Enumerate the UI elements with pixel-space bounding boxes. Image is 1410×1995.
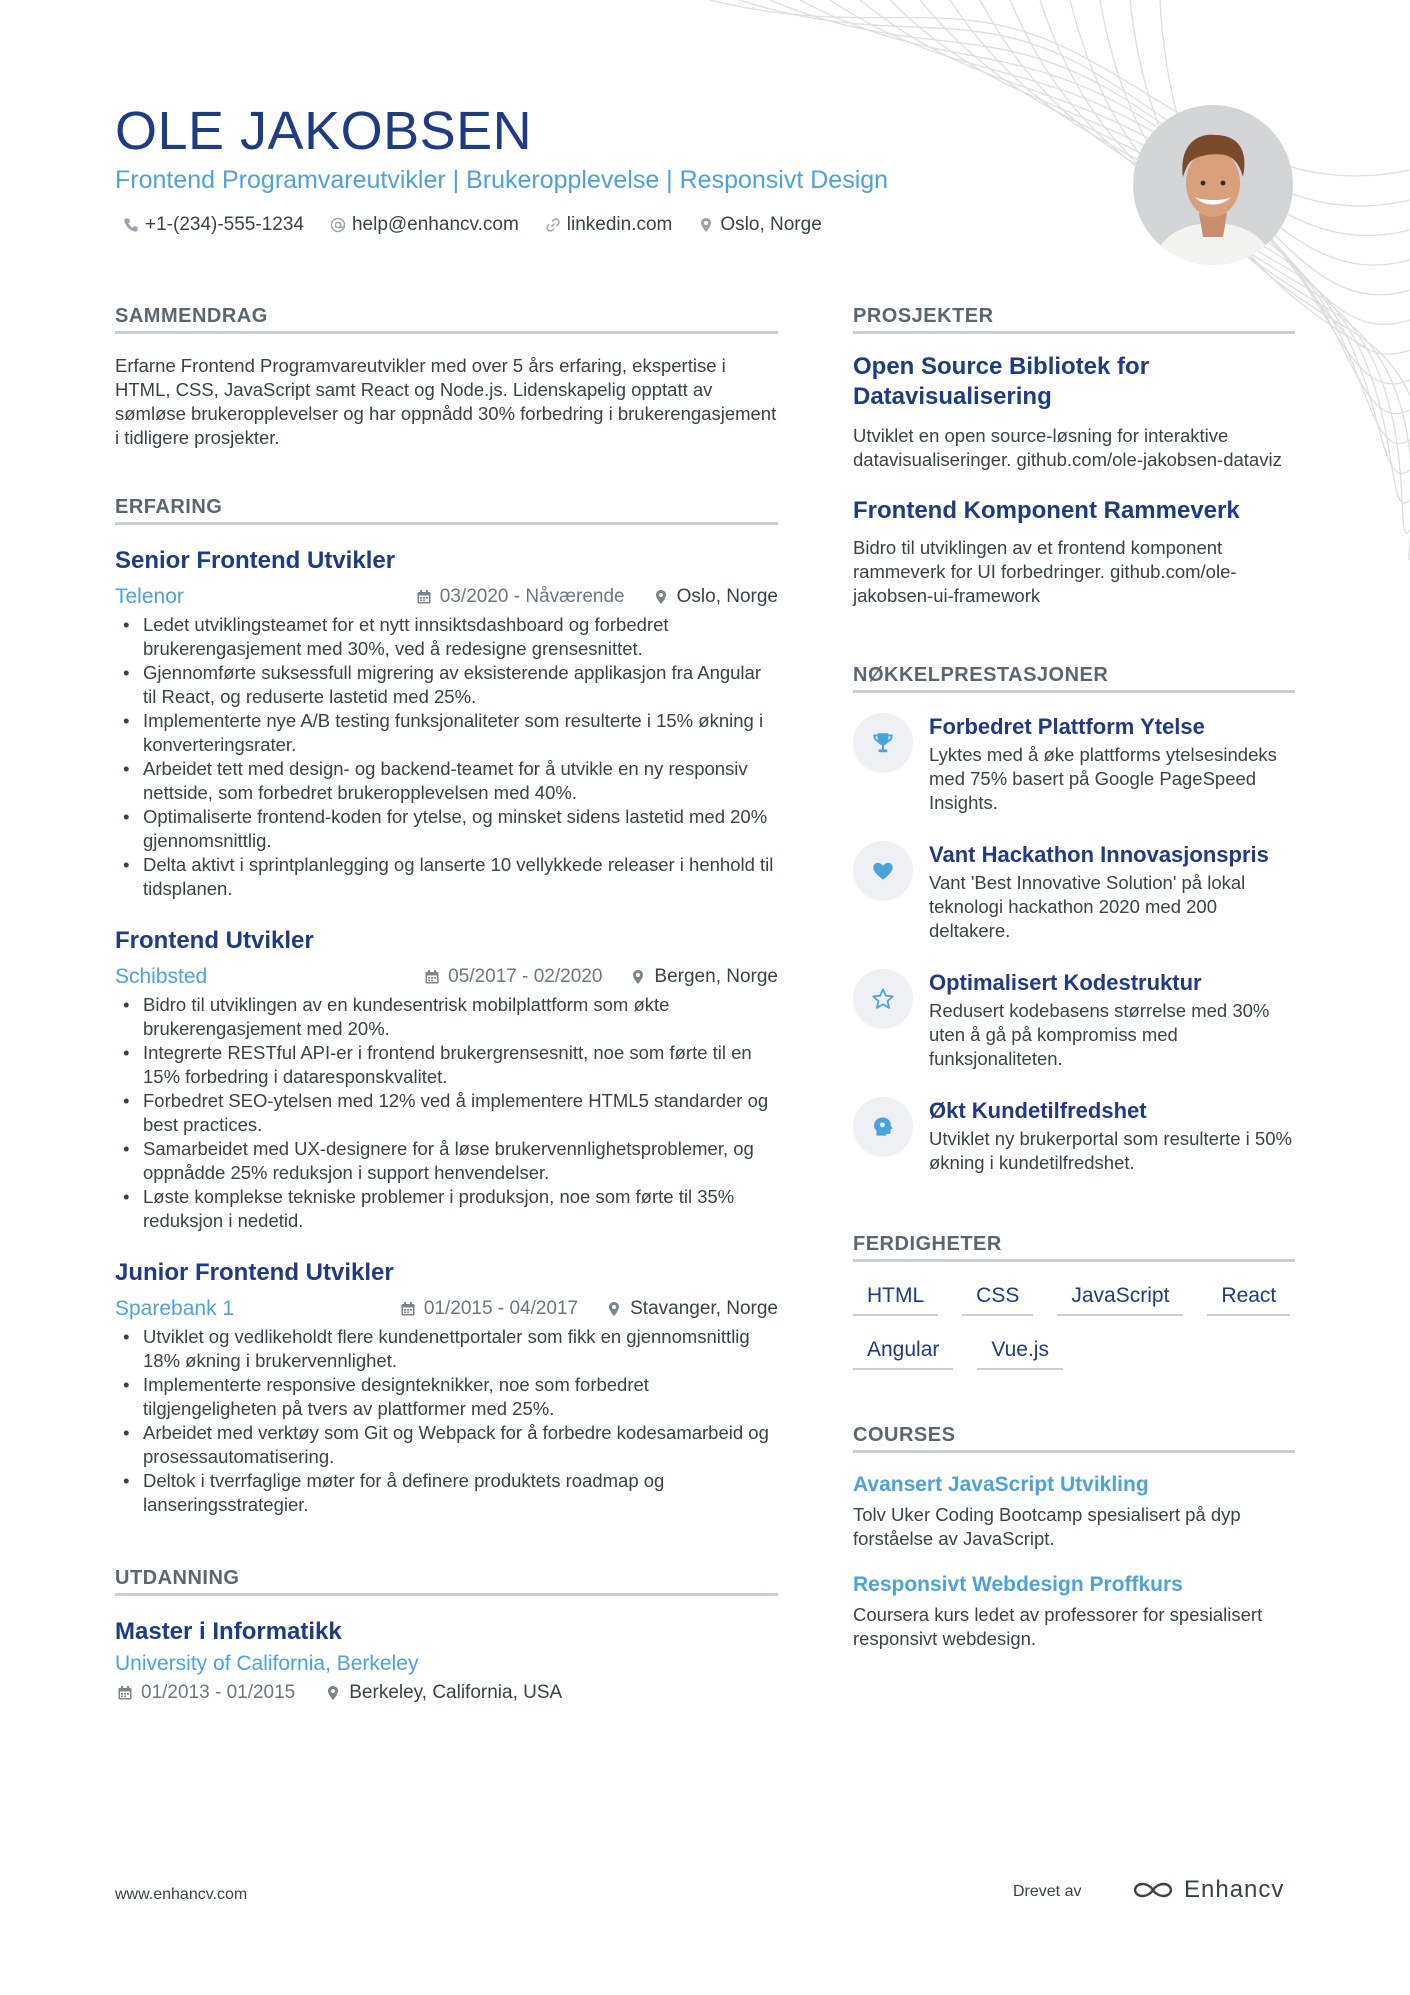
project-title: Frontend Komponent Rammeverk xyxy=(853,497,1240,524)
degree-title: Master i Informatikk xyxy=(115,1618,342,1645)
skill-tag: React xyxy=(1207,1284,1290,1316)
summary-section xyxy=(115,305,778,450)
calendar-icon xyxy=(117,1685,133,1701)
project-title: Open Source Bibliotek for Datavisualisering xyxy=(853,353,1150,410)
course-description: Tolv Uker Coding Bootcamp spesialisert på dyp forståelse av JavaScript. xyxy=(853,1504,1241,1549)
list-item: • Løste komplekse tekniske problemer i produksjon, noe som førte til 35% reduksjon i nedetid. xyxy=(115,1185,778,1233)
company-name: Telenor xyxy=(115,585,184,608)
list-item: • Integrerte RESTful API-er i frontend brukergrensesnitt, noe som førte til en 15% forbedring i dataresponskvalitet. xyxy=(115,1041,778,1089)
course-title: Responsivt Webdesign Proffkurs xyxy=(853,1573,1183,1596)
contact-phone[interactable] xyxy=(123,214,304,236)
achievement-item xyxy=(853,713,1295,815)
education-section xyxy=(115,1567,778,1704)
skill-tag: Angular xyxy=(853,1338,953,1370)
skills-list xyxy=(853,1284,1295,1370)
list-item: • Gjennomførte suksessfull migrering av eksisterende applikasjon fra Angular til React, og reduserte lastetid med 25%. xyxy=(115,661,778,709)
skills-heading: FERDIGHETER xyxy=(853,1233,1295,1262)
location-pin-icon xyxy=(698,217,714,233)
course-item xyxy=(853,1471,1295,1551)
contact-email[interactable] xyxy=(330,214,519,236)
project-description: Utviklet en open source-løsning for interaktive datavisualiseringer. github.com/ole-jakobsen-dataviz xyxy=(853,425,1282,470)
job-meta xyxy=(115,583,778,613)
calendar-icon xyxy=(416,589,432,605)
company-name: Schibsted xyxy=(115,965,208,988)
location-pin-icon xyxy=(606,1301,622,1317)
education-dates: 01/2013 - 01/2015 xyxy=(117,1682,295,1704)
candidate-name: OLE JAKOBSEN xyxy=(115,101,533,161)
job-meta xyxy=(115,963,778,993)
email-text: help@enhancv.com xyxy=(351,214,519,235)
right-column xyxy=(853,305,1295,1651)
list-item: • Implementerte nye A/B testing funksjonaliteter som resulterte i 15% økning i konverteringsrater. xyxy=(115,709,778,757)
infinity-logo-icon xyxy=(1130,1878,1176,1902)
job-location: Oslo, Norge xyxy=(653,586,778,608)
skill-tag: HTML xyxy=(853,1284,938,1316)
list-item: • Deltok i tverrfaglige møter for å definere produktets roadmap og lanseringsstrategier. xyxy=(115,1469,778,1517)
achievements-heading: NØKKELPRESTASJONER xyxy=(853,664,1295,693)
left-column xyxy=(115,305,778,1704)
list-item: • Optimaliserte frontend-koden for ytelse, og minsket sidens lastetid med 20% gjennomsnittlig. xyxy=(115,805,778,853)
location-pin-icon xyxy=(630,969,646,985)
experience-heading: ERFARING xyxy=(115,496,778,525)
linkedin-text: linkedin.com xyxy=(566,214,673,235)
list-item: • Samarbeidet med UX-designere for å løse brukervennlighetsproblemer, og oppnådde 25% reduksjon i support henvendelser. xyxy=(115,1137,778,1185)
project-item xyxy=(853,496,1295,608)
skill-tag: JavaScript xyxy=(1057,1284,1183,1316)
list-item: • Arbeidet tett med design- og backend-teamet for å utvikle en ny responsiv nettside, som forbedret brukeropplevelsen med 40%. xyxy=(115,757,778,805)
list-item: • Ledet utviklingsteamet for et nytt innsiktsdashboard og forbedret brukerengasjement med 30%, ved å redesigne grensesnittet. xyxy=(115,613,778,661)
projects-heading: PROSJEKTER xyxy=(853,305,1295,334)
star-icon xyxy=(870,986,896,1012)
brand-name: Enhancv xyxy=(1184,1876,1285,1903)
job-entry xyxy=(115,927,778,1233)
skill-tag: Vue.js xyxy=(977,1338,1063,1370)
summary-text: Erfarne Frontend Programvareutvikler med over 5 års erfaring, ekspertise i HTML, CSS, JavaScript samt React og Node.js. Lidenskapelig opptatt av sømløse brukeropplevelser og har oppnådd 30% forbedring i brukerengasjement i tidligere prosjekter. xyxy=(115,355,777,448)
contact-linkedin[interactable] xyxy=(545,214,673,236)
achievement-item xyxy=(853,1097,1295,1187)
list-item: • Implementerte responsive designteknikker, noe som forbedret tilgjengeligheten på tvers av plattformer med 25%. xyxy=(115,1373,778,1421)
education-heading: UTDANNING xyxy=(115,1567,778,1596)
achievement-title: Optimalisert Kodestruktur xyxy=(929,970,1202,995)
location-pin-icon xyxy=(653,589,669,605)
education-meta xyxy=(115,1682,778,1704)
job-entry xyxy=(115,547,778,901)
at-icon xyxy=(330,217,346,233)
job-dates: 03/2020 - Nåværende xyxy=(416,586,625,608)
contact-location xyxy=(698,214,821,236)
achievement-title: Vant Hackathon Innovasjonspris xyxy=(929,842,1269,867)
summary-heading: SAMMENDRAG xyxy=(115,305,778,334)
courses-section xyxy=(853,1424,1295,1651)
list-item: • Bidro til utviklingen av en kundesentrisk mobilplattform som økte brukerengasjement med 20%. xyxy=(115,993,778,1041)
achievements-section xyxy=(853,664,1295,1187)
course-title: Avansert JavaScript Utvikling xyxy=(853,1473,1149,1496)
phone-text: +1-(234)-555-1234 xyxy=(145,214,304,235)
job-bullets xyxy=(115,1325,778,1517)
job-dates: 01/2015 - 04/2017 xyxy=(400,1298,578,1320)
list-item: • Delta aktivt i sprintplanlegging og lanserte 10 vellykkede releaser i henhold til tidsplanen. xyxy=(115,853,778,901)
list-item: • Arbeidet med verktøy som Git og Webpack for å forbedre kodesamarbeid og prosessautomatisering. xyxy=(115,1421,778,1469)
head-icon xyxy=(870,1114,896,1140)
job-location: Bergen, Norge xyxy=(630,966,778,988)
course-description: Coursera kurs ledet av professorer for spesialisert responsivt webdesign. xyxy=(853,1604,1263,1649)
job-dates: 05/2017 - 02/2020 xyxy=(424,966,602,988)
course-item xyxy=(853,1571,1295,1651)
heart-icon xyxy=(870,858,896,884)
job-title: Junior Frontend Utvikler xyxy=(115,1259,394,1286)
job-bullets xyxy=(115,993,778,1233)
footer-powered-by: Drevet av xyxy=(1013,1883,1082,1900)
achievement-text: Redusert kodebasens størrelse med 30% uten å gå på kompromiss med funksjonaliteten. xyxy=(929,1000,1270,1069)
education-location: Berkeley, California, USA xyxy=(325,1682,562,1704)
achievement-title: Forbedret Plattform Ytelse xyxy=(929,714,1205,739)
resume-page xyxy=(115,0,1295,1995)
list-item: • Forbedret SEO-ytelsen med 12% ved å implementere HTML5 standarder og best practices. xyxy=(115,1089,778,1137)
contact-bar xyxy=(123,214,822,236)
skills-section xyxy=(853,1233,1295,1370)
phone-icon xyxy=(123,217,139,233)
location-text: Oslo, Norge xyxy=(720,214,822,235)
skill-tag: CSS xyxy=(962,1284,1033,1316)
courses-heading: COURSES xyxy=(853,1424,1295,1453)
achievement-item xyxy=(853,969,1295,1071)
achievement-item xyxy=(853,841,1295,943)
job-bullets xyxy=(115,613,778,901)
achievement-title: Økt Kundetilfredshet xyxy=(929,1098,1147,1123)
location-pin-icon xyxy=(325,1685,341,1701)
job-title: Senior Frontend Utvikler xyxy=(115,547,396,574)
experience-section xyxy=(115,496,778,1517)
calendar-icon xyxy=(424,969,440,985)
list-item: • Utviklet og vedlikeholdt flere kundenettportaler som fikk en gjennomsnittlig 18% økning i brukervennlighet. xyxy=(115,1325,778,1373)
job-location: Stavanger, Norge xyxy=(606,1298,778,1320)
projects-section xyxy=(853,305,1295,608)
achievement-text: Vant 'Best Innovative Solution' på lokal teknologi hackathon 2020 med 200 deltakere. xyxy=(929,872,1246,941)
school-name: University of California, Berkeley xyxy=(115,1652,419,1675)
job-meta xyxy=(115,1295,778,1325)
trophy-icon xyxy=(870,730,896,756)
achievement-text: Lyktes med å øke plattforms ytelsesindeks med 75% basert på Google PageSpeed Insights. xyxy=(929,744,1277,813)
job-title: Frontend Utvikler xyxy=(115,927,314,954)
headline: Frontend Programvareutvikler | Brukeropplevelse | Responsivt Design xyxy=(115,166,889,194)
footer-website[interactable]: www.enhancv.com xyxy=(115,1886,248,1903)
enhancv-logo[interactable] xyxy=(1130,1876,1284,1904)
project-item xyxy=(853,352,1295,472)
achievement-text: Utviklet ny brukerportal som resulterte i 50% økning i kundetilfredshet. xyxy=(929,1128,1292,1173)
calendar-icon xyxy=(400,1301,416,1317)
job-entry xyxy=(115,1259,778,1517)
company-name: Sparebank 1 xyxy=(115,1297,235,1320)
project-description: Bidro til utviklingen av et frontend komponent rammeverk for UI forbedringer. github.com/ole-jakobsen-ui-framework xyxy=(853,537,1237,606)
link-icon xyxy=(545,217,561,233)
avatar xyxy=(1133,105,1293,265)
